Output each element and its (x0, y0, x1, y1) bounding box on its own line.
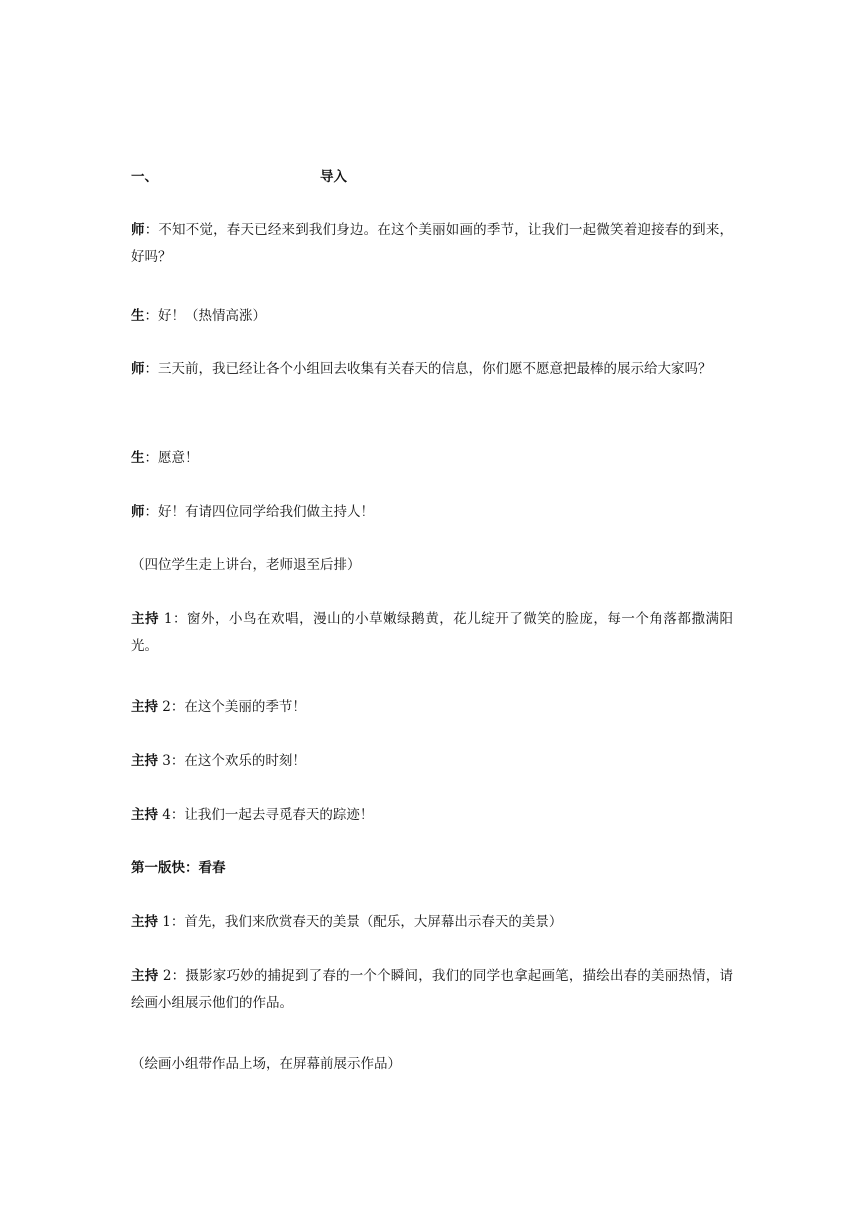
dialogue-line (131, 356, 733, 383)
line-text: 3：在这个欢乐的时刻！ (158, 753, 306, 769)
line-text: 1：窗外，小鸟在欢唱，漫山的小草嫩绿鹅黄，花儿绽开了微笑的脸庞，每一个角落都撒满阳光。 (131, 611, 733, 654)
speaker-label: 主持 (131, 807, 158, 823)
line-text: ：好！有请四位同学给我们做主持人！ (144, 504, 374, 520)
dialogue-line (131, 303, 733, 330)
speaker-label: 师 (131, 504, 145, 520)
speaker-label: 生 (131, 308, 145, 324)
line-text: 2：摄影家巧妙的捕捉到了春的一个个瞬间，我们的同学也拿起画笔，描绘出春的美丽热情，请绘画小组展示他们的作品。 (131, 968, 734, 1011)
section-subtitle: 第一版快：看春 (131, 860, 226, 876)
heading-number: 一、 (131, 169, 158, 185)
speaker-label: 主持 (131, 699, 158, 715)
dialogue-line (131, 499, 733, 526)
dialogue-line (131, 445, 733, 472)
dialogue-line (131, 963, 733, 1017)
stage-direction: （四位学生走上讲台，老师退至后排） (131, 557, 361, 573)
speaker-label: 主持 (131, 914, 158, 930)
dialogue-line (131, 217, 733, 271)
dialogue-line (131, 802, 733, 829)
line-text: ：三天前，我已经让各个小组回去收集有关春天的信息，你们愿不愿意把最棒的展示给大家吗？ (144, 361, 712, 377)
speaker-label: 生 (131, 450, 145, 466)
line-text: ：好！（热情高涨） (144, 308, 266, 324)
heading-title: 导入 (320, 169, 347, 185)
line-text: 2：在这个美丽的季节！ (158, 699, 306, 715)
dialogue-line (131, 909, 733, 936)
speaker-label: 主持 (131, 611, 160, 627)
line-text: 4：让我们一起去寻觅春天的踪迹！ (158, 807, 374, 823)
dialogue-line (131, 606, 733, 660)
line-text: ：不知不觉，春天已经来到我们身边。在这个美丽如画的季节，让我们一起微笑着迎接春的到来，好吗？ (131, 222, 734, 265)
dialogue-line (131, 748, 733, 775)
dialogue-line (131, 694, 733, 721)
line-text: 1：首先，我们来欣赏春天的美景（配乐，大屏幕出示春天的美景） (158, 914, 563, 930)
stage-direction: （绘画小组带作品上场，在屏幕前展示作品） (131, 1056, 401, 1072)
section-heading (131, 165, 731, 185)
speaker-label: 师 (131, 361, 145, 377)
speaker-label: 师 (131, 222, 145, 238)
speaker-label: 主持 (131, 968, 159, 984)
line-text: ：愿意！ (144, 450, 199, 466)
speaker-label: 主持 (131, 753, 158, 769)
